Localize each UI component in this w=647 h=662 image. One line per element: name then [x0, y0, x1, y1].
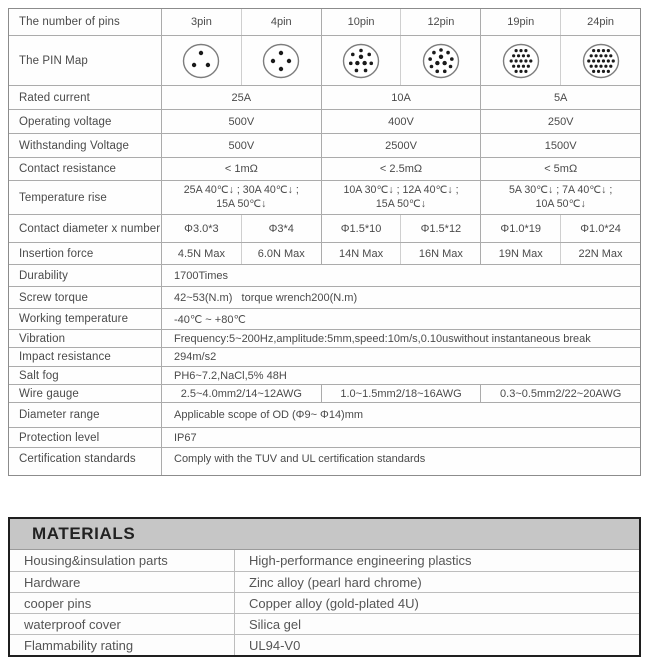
row-label: Withstanding Voltage: [19, 139, 130, 152]
spec-row: [9, 347, 640, 366]
spec-cell: 10pin: [321, 9, 401, 35]
spec-cell: Φ3.0*3: [161, 215, 241, 242]
materials-panel: [8, 517, 641, 657]
row-label: Protection level: [19, 431, 100, 444]
spec-cell: < 1mΩ: [161, 158, 321, 180]
spec-cell: 19pin: [480, 9, 560, 35]
10pin-map-icon: [340, 41, 382, 81]
row-label: Contact diameter x number: [19, 222, 161, 235]
spec-row: [9, 133, 640, 157]
row-label: Operating voltage: [19, 115, 112, 128]
spec-cell: 10A: [321, 86, 481, 109]
row-label: Wire gauge: [19, 387, 79, 400]
temp-line: 15A 50℃↓: [216, 197, 267, 210]
spec-cell: 500V: [161, 134, 321, 157]
spec-row: [9, 85, 640, 109]
temp-line: 15A 50℃↓: [375, 197, 427, 210]
pin-map-cell: [560, 36, 640, 85]
spec-row: [9, 329, 640, 347]
row-label: Working temperature: [19, 313, 129, 325]
materials-value: Copper alloy (gold-plated 4U): [234, 593, 639, 613]
spec-row: [9, 157, 640, 180]
4pin-map-icon: [260, 41, 302, 81]
spec-cell: 1.0~1.5mm2/18~16AWG: [321, 385, 481, 402]
materials-row: [10, 592, 639, 613]
spec-cell: 14N Max: [321, 243, 401, 264]
spec-row: [9, 308, 640, 329]
spec-cell: 4pin: [241, 9, 321, 35]
spec-row: [9, 286, 640, 308]
materials-header: [10, 519, 639, 550]
materials-row: [10, 634, 639, 655]
spec-cell: IP67: [161, 428, 640, 447]
spec-cell: < 5mΩ: [480, 158, 640, 180]
spec-cell: 1700Times: [161, 265, 640, 286]
19pin-map-icon: [500, 41, 542, 81]
spec-cell: 2500V: [321, 134, 481, 157]
spec-cell: 1500V: [480, 134, 640, 157]
spec-row: [9, 9, 640, 35]
materials-value: UL94-V0: [234, 635, 639, 655]
spec-cell: PH6~7.2,NaCl,5% 48H: [161, 367, 640, 384]
materials-row: [10, 571, 639, 592]
materials-value: Silica gel: [234, 614, 639, 634]
spec-cell: 3pin: [161, 9, 241, 35]
materials-label: waterproof cover: [24, 616, 121, 632]
24pin-map-icon: [580, 41, 622, 81]
spec-row: [9, 366, 640, 384]
materials-rows: [10, 550, 639, 655]
row-label: Impact resistance: [19, 351, 111, 363]
spec-row: [9, 35, 640, 85]
temperature-rise-cell: [480, 181, 640, 214]
spec-table: [8, 8, 641, 476]
temp-line: 10A 30℃↓ ; 12A 40℃↓ ;: [343, 183, 459, 196]
row-label: Rated current: [19, 91, 90, 104]
spec-cell: 6.0N Max: [241, 243, 321, 264]
pin-map-cell: [241, 36, 321, 85]
spec-cell: 4.5N Max: [161, 243, 241, 264]
spec-row: [9, 402, 640, 427]
spec-cell: 294m/s2: [161, 348, 640, 366]
spec-row: [9, 447, 640, 475]
spec-cell: Frequency:5~200Hz,amplitude:5mm,speed:10m/s,0.10uswithout instantaneous break: [161, 330, 640, 347]
materials-value: Zinc alloy (pearl hard chrome): [234, 572, 639, 592]
spec-row: [9, 264, 640, 286]
materials-label: Flammability rating: [24, 637, 134, 653]
spec-row: [9, 242, 640, 264]
spec-row: [9, 180, 640, 214]
spec-cell: Φ1.0*19: [480, 215, 560, 242]
row-label: The number of pins: [19, 16, 120, 28]
spec-cell: 16N Max: [400, 243, 480, 264]
row-label: Temperature rise: [19, 191, 107, 204]
materials-label: Housing&insulation parts: [24, 553, 168, 568]
spec-cell: 500V: [161, 110, 321, 133]
spec-cell: 22N Max: [560, 243, 640, 264]
spec-cell: 250V: [480, 110, 640, 133]
pin-map-cell: [161, 36, 241, 85]
row-label: Vibration: [19, 332, 66, 345]
spec-cell: Comply with the TUV and UL certification standards: [161, 448, 640, 475]
temp-line: 5A 30℃↓ ; 7A 40℃↓ ;: [509, 183, 613, 196]
spec-row: [9, 214, 640, 242]
spec-row: [9, 109, 640, 133]
row-label: Contact resistance: [19, 163, 117, 175]
12pin-map-icon: [420, 41, 462, 81]
pin-map-cell: [321, 36, 401, 85]
spec-row: [9, 427, 640, 447]
row-label: Insertion force: [19, 247, 94, 260]
row-label: Diameter range: [19, 409, 100, 421]
spec-cell: 12pin: [400, 9, 480, 35]
temp-line: 25A 40℃↓ ; 30A 40℃↓ ;: [183, 183, 299, 196]
materials-value: High-performance engineering plastics: [234, 550, 639, 571]
row-label: Certification standards: [19, 453, 136, 465]
row-label: Salt fog: [19, 369, 59, 382]
materials-row: [10, 550, 639, 571]
pin-map-cell: [400, 36, 480, 85]
row-label: The PIN Map: [19, 54, 88, 67]
materials-label: Hardware: [24, 574, 81, 590]
spec-cell: Φ1.0*24: [560, 215, 640, 242]
spec-cell: Φ1.5*10: [321, 215, 401, 242]
spec-cell: 42~53(N.m) torque wrench200(N.m): [161, 287, 640, 308]
temp-line: 10A 50℃↓: [535, 197, 586, 210]
materials-row: [10, 613, 639, 634]
temperature-rise-cell: [321, 181, 481, 214]
spec-cell: 5A: [480, 86, 640, 109]
spec-cell: 24pin: [560, 9, 640, 35]
temperature-rise-cell: [161, 181, 321, 214]
spec-cell: 0.3~0.5mm2/22~20AWG: [480, 385, 640, 402]
spec-cell: Φ1.5*12: [400, 215, 480, 242]
3pin-map-icon: [180, 41, 222, 81]
spec-cell: 2.5~4.0mm2/14~12AWG: [161, 385, 321, 402]
materials-label: cooper pins: [24, 595, 92, 611]
spec-cell: Φ3*4: [241, 215, 321, 242]
row-label: Durability: [19, 269, 68, 282]
spec-cell: < 2.5mΩ: [321, 158, 481, 180]
row-label: Screw torque: [19, 291, 88, 304]
spec-cell: 400V: [321, 110, 481, 133]
materials-title: MATERIALS: [32, 524, 136, 543]
spec-cell: 19N Max: [480, 243, 560, 264]
spec-cell: Applicable scope of OD (Φ9~ Φ14)mm: [161, 403, 640, 427]
spec-row: [9, 384, 640, 402]
pin-map-cell: [480, 36, 560, 85]
spec-cell: 25A: [161, 86, 321, 109]
spec-cell: -40℃ ~ +80℃: [161, 309, 640, 329]
